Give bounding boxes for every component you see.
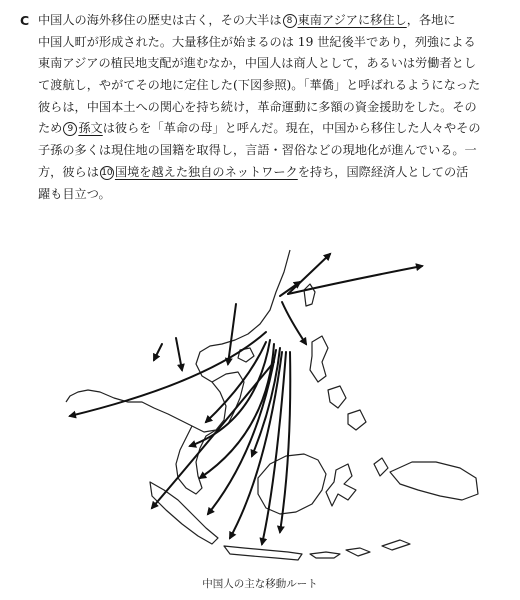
marker-9: 9 bbox=[63, 122, 77, 136]
passage-line-4: て渡航し，やがてその地に定住した(下図参照)。「華僑」と呼ばれるようになった bbox=[38, 78, 481, 93]
underline-10: 国境を越えた独自のネットワーク bbox=[114, 164, 298, 179]
route-arrow-north-east bbox=[288, 254, 330, 294]
underline-9: 孫文 bbox=[78, 121, 103, 136]
marker-8: 8 bbox=[283, 14, 297, 28]
migration-route-map bbox=[30, 232, 490, 572]
passage-line-1: 中国人の海外移住の歴史は古く，その大半は 8 東南アジアに移住し，各地に bbox=[38, 13, 456, 27]
route-arrow-inland-1 bbox=[154, 344, 162, 360]
passage-line-5: 彼らは，中国本土への関心を持ち続け，革命運動に多額の資金援助をした。その bbox=[38, 99, 477, 114]
figure-caption: 中国人の主な移動ルート bbox=[202, 578, 318, 590]
passage-line-3: 東南アジアの植民地支配が進むなか，中国人は商人として，あるいは労働者とし bbox=[38, 56, 477, 71]
route-arrow-burma bbox=[70, 332, 266, 416]
migration-arrows bbox=[70, 254, 422, 544]
passage-line-9: 躍も目立つ。 bbox=[38, 186, 111, 201]
passage-line-8: 方，彼らは 10 国境を越えた独自のネットワークを持ち，国際経済人としての活 bbox=[38, 164, 469, 179]
route-arrow-malaya-2 bbox=[200, 344, 274, 478]
route-arrow-philippines bbox=[282, 302, 306, 344]
underline-8: 東南アジアに移住し bbox=[297, 13, 407, 27]
route-arrow-inland-2 bbox=[176, 338, 182, 370]
marker-10: 10 bbox=[101, 167, 113, 178]
passage-line-6: ため 9 孫文は彼らを「革命の母」と呼んだ。現在，中国から移住した人々やその bbox=[38, 121, 481, 136]
route-arrow-sulawesi bbox=[280, 352, 290, 532]
passage-line-7: 子孫の多くは現住地の国籍を取得し，言語・習俗などの現地化が進んでいる。一 bbox=[38, 143, 477, 158]
route-arrow-east bbox=[288, 266, 422, 294]
passage-line-2: 中国人町が形成された。大量移住が始まるのは 19 世紀後半であり，列強による bbox=[38, 34, 476, 49]
passage bbox=[20, 10, 498, 205]
coastlines bbox=[66, 250, 478, 560]
section-label: C bbox=[20, 13, 30, 28]
